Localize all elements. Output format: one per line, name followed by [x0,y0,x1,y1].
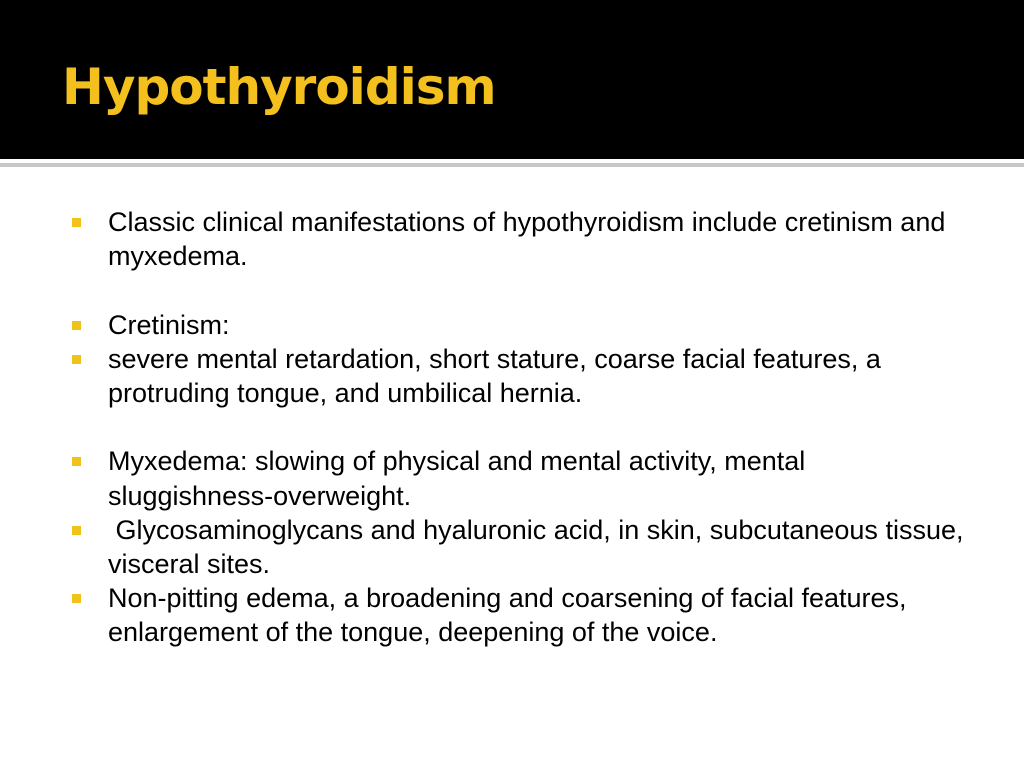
bullet-text: Myxedema: slowing of physical and mental activity, mental sluggishness-overweight. [108,446,813,511]
square-bullet-icon [72,594,81,603]
bullet-list [70,205,979,650]
bullet-item [70,205,970,273]
bullet-item [70,444,970,512]
bullet-text: severe mental retardation, short stature, coarse facial features, a protruding tongue, and umbilical hernia. [108,343,889,408]
slide-title: Hypothyroidism [62,58,496,116]
title-bar [0,0,1024,159]
bullet-item [70,308,970,342]
bullet-text: Cretinism: [108,309,230,340]
spacer [70,273,970,307]
square-bullet-icon [72,355,81,364]
square-bullet-icon [72,218,81,227]
bullet-text: Glycosaminoglycans and hyaluronic acid, in skin, subcutaneous tissue, visceral sites. [108,514,979,579]
spacer [70,410,970,444]
bullet-item [70,513,979,581]
square-bullet-icon [72,321,81,330]
square-bullet-icon [72,457,81,466]
bullet-text: Classic clinical manifestations of hypothyroidism include cretinism and myxedema. [108,207,953,272]
bullet-item [70,342,970,410]
square-bullet-icon [72,526,81,535]
bullet-item [70,581,970,649]
title-divider [0,163,1024,167]
bullet-text: Non-pitting edema, a broadening and coarsening of facial features, enlargement of the tongue, deepening of the voice. [108,583,915,648]
